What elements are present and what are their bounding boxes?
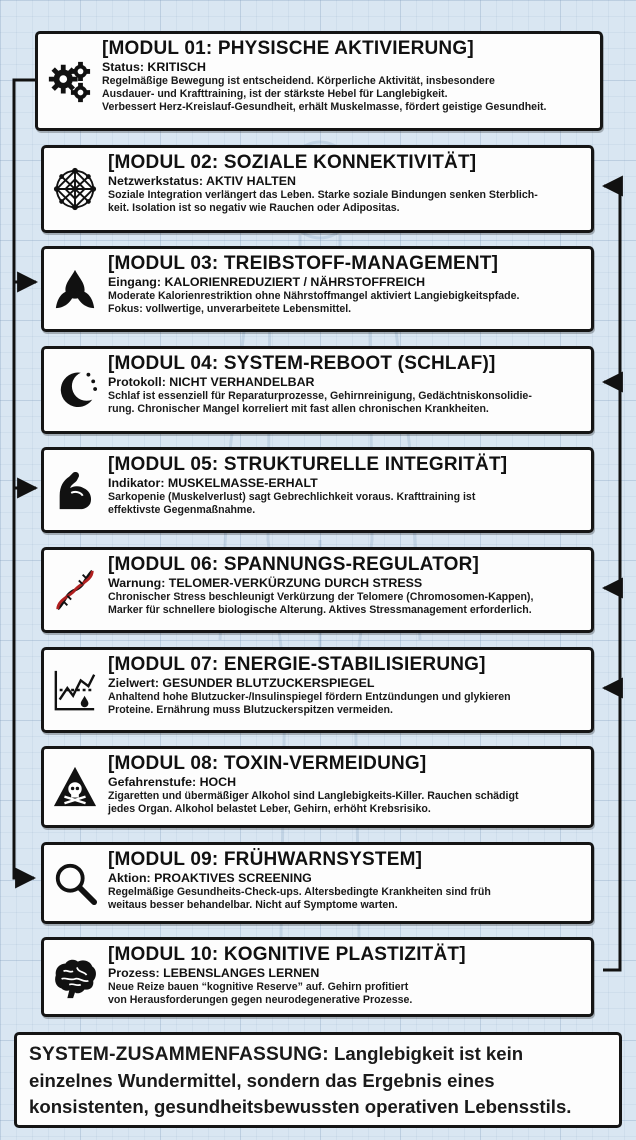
module-status: Netzwerkstatus: AKTIV HALTEN [108, 174, 296, 188]
module-06-card [41, 547, 594, 633]
module-body-line: Anhaltend hohe Blutzucker-/Insulinspiegel fördern Entzündungen und glykieren [108, 691, 511, 703]
module-04-card [41, 346, 594, 434]
glucose-chart-icon [52, 667, 98, 713]
module-body-line: Ausdauer- und Krafttraining, ist der stärkste Hebel für Langlebigkeit. [102, 88, 448, 100]
module-title: [MODUL 01: PHYSISCHE AKTIVIERUNG] [102, 38, 474, 59]
network-icon [52, 166, 98, 212]
leaf-drop-icon [52, 266, 98, 312]
module-02-card [41, 145, 594, 233]
module-status: Prozess: LEBENSLANGES LERNEN [108, 966, 320, 980]
module-body-line: Schlaf ist essenziell für Reparaturprozesse, Gehirnreinigung, Gedächtniskonsolidie- [108, 390, 532, 402]
gears-icon [46, 58, 92, 104]
module-09-card [41, 842, 594, 924]
summary-line: Langlebigkeit ist kein [328, 1043, 524, 1064]
module-body-line: Regelmäßige Bewegung ist entscheidend. Körperliche Aktivität, insbesondere [102, 75, 495, 87]
skull-warning-icon [52, 764, 98, 810]
module-01-card [35, 31, 603, 131]
module-body-line: Soziale Integration verlängert das Leben. Starke soziale Bindungen senken Sterblich- [108, 189, 538, 201]
module-body-line: von Herausforderungen gegen neurodegenerative Prozesse. [108, 994, 413, 1006]
module-status: Aktion: PROAKTIVES SCREENING [108, 871, 312, 885]
module-body-line: Fokus: vollwertige, unverarbeitete Lebensmittel. [108, 303, 352, 315]
module-status: Warnung: TELOMER-VERKÜRZUNG DURCH STRESS [108, 576, 423, 590]
brain-icon [52, 954, 98, 1000]
module-body-line: Moderate Kalorienrestriktion ohne Nährstoffmangel aktiviert Langiebigkeitspfade. [108, 290, 520, 302]
module-body-line: jedes Organ. Alkohol belastet Leber, Gehirn, erhöht Krebsrisiko. [108, 803, 431, 815]
module-status: Gefahrenstufe: HOCH [108, 775, 237, 789]
module-body-line: effektivste Gegenmaßnahme. [108, 504, 256, 516]
module-status: Eingang: KALORIENREDUZIERT / NÄHRSTOFFREICH [108, 275, 426, 289]
module-title: [MODUL 10: KOGNITIVE PLASTIZITÄT] [108, 944, 466, 965]
module-title: [MODUL 02: SOZIALE KONNEKTIVITÄT] [108, 152, 477, 173]
moon-icon [52, 367, 98, 413]
summary-heading: SYSTEM-ZUSAMMENFASSUNG: [29, 1044, 329, 1065]
module-body-line: Verbessert Herz-Kreislauf-Gesundheit, erhält Muskelmasse, fördert geistige Gesundheit. [102, 101, 547, 113]
module-body-line: Chronischer Stress beschleunigt Verkürzung der Telomere (Chromosomen-Kappen), [108, 591, 534, 603]
summary-line: einzelnes Wundermittel, sondern das Ergebnis eines [29, 1070, 495, 1091]
module-body-line: Regelmäßige Gesundheits-Check-ups. Altersbedingte Krankheiten sind früh [108, 886, 491, 898]
module-body-line: rung. Chronischer Mangel korreliert mit fast allen chronischen Krankheiten. [108, 403, 489, 415]
module-status: Indikator: MUSKELMASSE-ERHALT [108, 476, 318, 490]
magnifier-icon [52, 860, 98, 906]
module-body-line: weitaus besser behandelbar. Nicht auf Symptome warten. [108, 899, 398, 911]
module-body-line: Proteine. Ernährung muss Blutzuckerspitzen vermeiden. [108, 704, 393, 716]
module-status: Protokoll: NICHT VERHANDELBAR [108, 375, 315, 389]
module-10-card [41, 937, 594, 1017]
module-05-card [41, 447, 594, 533]
module-body-line: Zigaretten und übermäßiger Alkohol sind Langlebigkeits-Killer. Rauchen schädigt [108, 790, 519, 802]
flexed-arm-icon [52, 467, 98, 513]
module-title: [MODUL 06: SPANNUNGS-REGULATOR] [108, 554, 480, 575]
module-body-line: Marker für schnellere biologische Alterung. Aktives Stressmanagement erforderlich. [108, 604, 532, 616]
module-03-card [41, 246, 594, 332]
module-title: [MODUL 03: TREIBSTOFF-MANAGEMENT] [108, 253, 499, 274]
module-body-line: Neue Reize bauen “kognitive Reserve” auf. Gehirn profitiert [108, 981, 409, 993]
module-07-card [41, 647, 594, 733]
module-status: Zielwert: GESUNDER BLUTZUCKERSPIEGEL [108, 676, 375, 690]
dna-icon [52, 567, 98, 613]
module-title: [MODUL 09: FRÜHWARNSYSTEM] [108, 849, 423, 870]
module-title: [MODUL 04: SYSTEM-REBOOT (SCHLAF)] [108, 353, 496, 374]
summary-line: konsistenten, gesundheitsbewussten operativen Lebensstils. [29, 1096, 572, 1117]
module-status: Status: KRITISCH [102, 60, 206, 74]
system-summary-box [14, 1032, 622, 1128]
module-08-card [41, 746, 594, 828]
module-title: [MODUL 08: TOXIN-VERMEIDUNG] [108, 753, 427, 774]
module-title: [MODUL 07: ENERGIE-STABILISIERUNG] [108, 654, 486, 675]
module-body-line: keit. Isolation ist so negativ wie Rauchen oder Adipositas. [108, 202, 400, 214]
module-title: [MODUL 05: STRUKTURELLE INTEGRITÄT] [108, 454, 508, 475]
module-body-line: Sarkopenie (Muskelverlust) sagt Gebrechlichkeit voraus. Krafttraining ist [108, 491, 476, 503]
